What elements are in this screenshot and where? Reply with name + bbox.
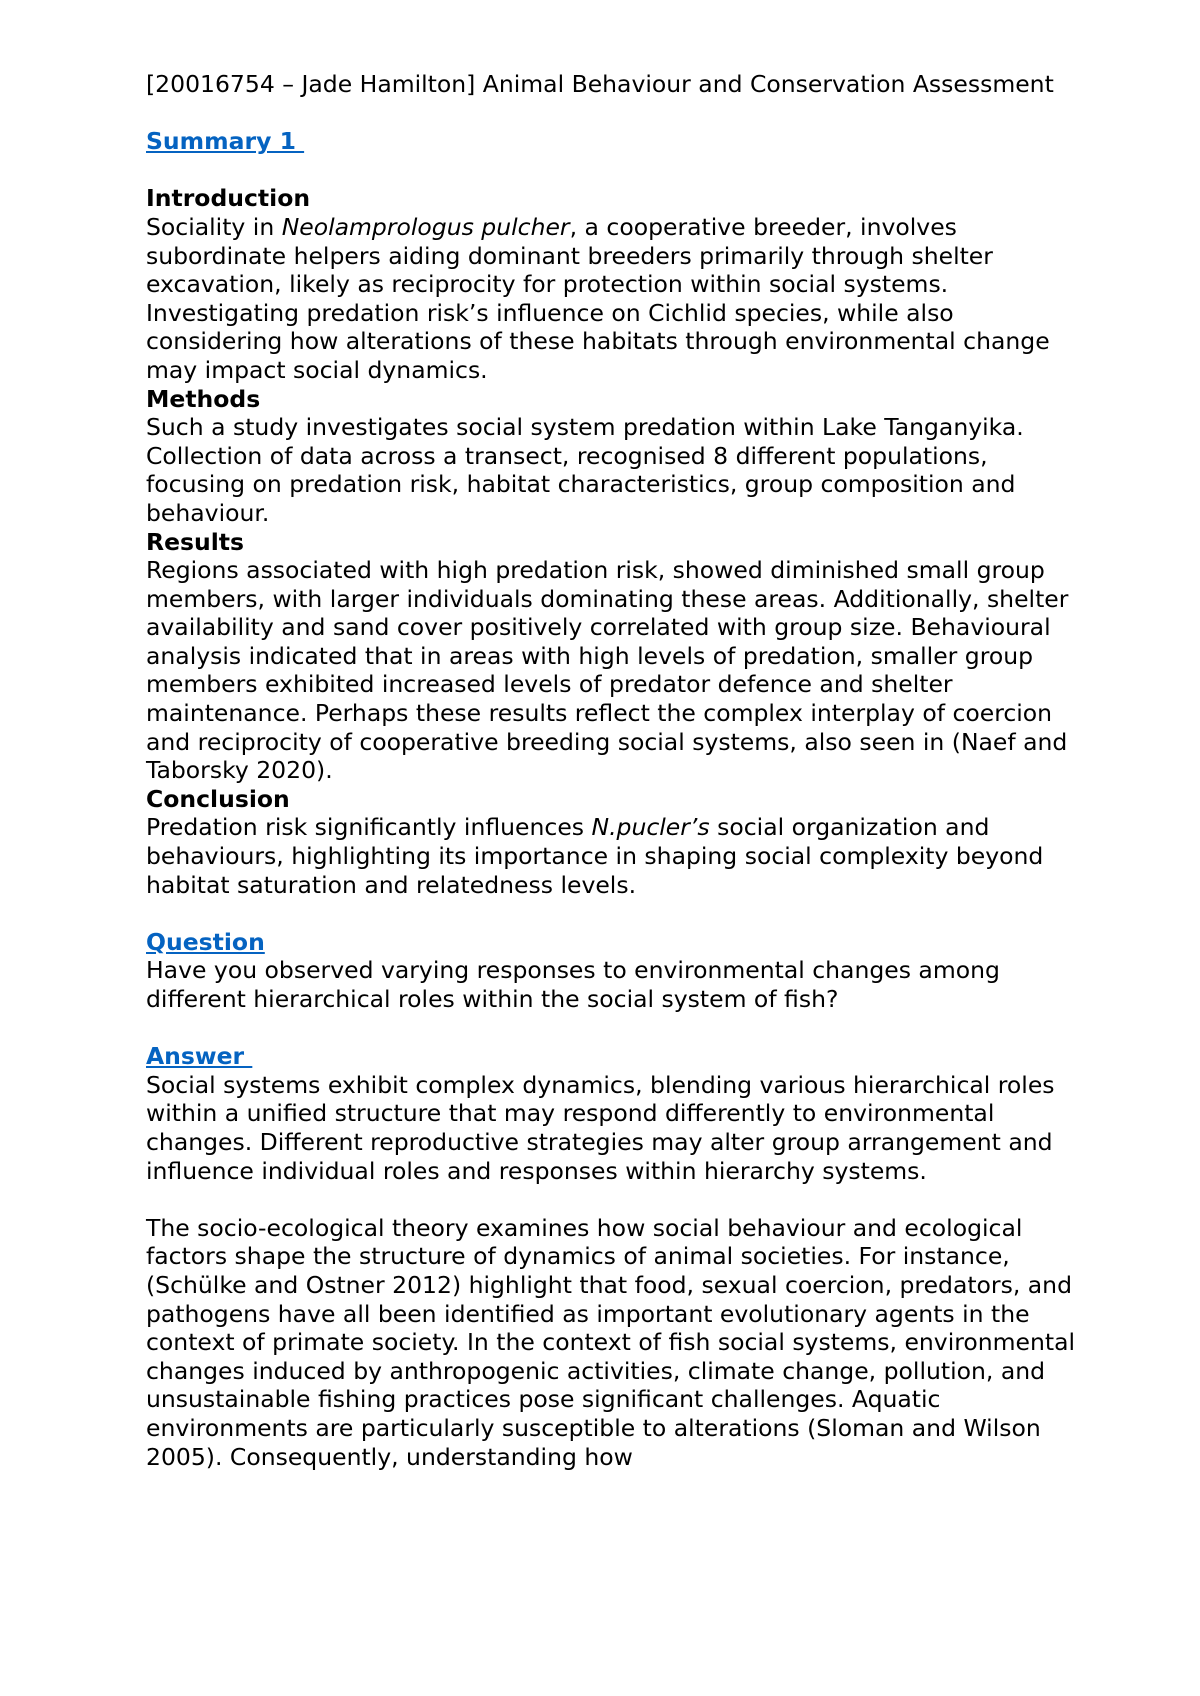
question-heading-link[interactable]: Question — [146, 927, 265, 956]
introduction-heading: Introduction — [146, 184, 311, 213]
spacer — [146, 1185, 1076, 1214]
answer-heading-link[interactable]: Answer — [146, 1042, 253, 1071]
conclusion-paragraph — [146, 813, 1076, 899]
conclusion-heading: Conclusion — [146, 784, 290, 813]
summary-heading[interactable] — [146, 127, 1076, 156]
answer-paragraph-1: Social systems exhibit complex dynamics, blending various hierarchical roles within a unified structure that may respond differently to environmental changes. Different reproductive strategies may alter group arrangement and influence individual roles and responses within hierarchy systems. — [146, 1070, 1055, 1185]
conclusion-text-before: Predation risk significantly influences — [146, 813, 592, 842]
introduction-text-before: Sociality in — [146, 212, 282, 241]
introduction-species-name: Neolamprologus pulcher — [281, 212, 570, 241]
conclusion-species-name: N.pucler’s — [591, 813, 710, 842]
introduction-text-after: , a cooperative breeder, involves subordinate helpers aiding dominant breeders primarily through shelter excavation, likely as reciprocity for protection within social systems. Investigating predation risk’s influence on Cichlid species, while also considering how alterations of these habitats through environmental change may impact social dynamics. — [146, 212, 1050, 384]
spacer — [146, 899, 1076, 928]
methods-paragraph: Such a study investigates social system predation within Lake Tanganyika. Collection of data across a transect, recognised 8 different populations, focusing on predation risk, habitat characteristics, group composition and behaviour. — [146, 413, 1024, 527]
conclusion-text-after: social organization and behaviours, highlighting its importance in shaping social complexity beyond habitat saturation and relatedness levels. — [146, 813, 1044, 899]
summary-heading-link[interactable]: Summary 1 — [146, 127, 305, 156]
question-paragraph: Have you observed varying responses to environmental changes among different hierarchical roles within the social system of fish? — [146, 956, 1000, 1013]
results-heading: Results — [146, 527, 245, 556]
document-page — [146, 70, 1076, 1471]
spacer — [146, 1014, 1076, 1043]
spacer — [146, 99, 1076, 128]
answer-paragraph-2: The socio-ecological theory examines how social behaviour and ecological factors shape the structure of dynamics of animal societies. For instance, (Schülke and Ostner 2012) highlight that food, sexual coercion, predators, and pathogens have all been identified as important evolutionary agents in the context of primate society. In the context of fish social systems, environmental changes induced by anthropogenic activities, climate change, pollution, and unsustainable fishing practices pose significant challenges. Aquatic environments are particularly susceptible to alterations (Sloman and Wilson 2005). Consequently, understanding how — [146, 1213, 1076, 1471]
methods-heading: Methods — [146, 384, 261, 413]
answer-heading[interactable] — [146, 1042, 1076, 1071]
spacer — [146, 156, 1076, 185]
question-heading[interactable] — [146, 928, 1076, 957]
introduction-paragraph — [146, 213, 1076, 385]
results-paragraph: Regions associated with high predation risk, showed diminished small group members, with larger individuals dominating these areas. Additionally, shelter availability and sand cover positively correlated with group size. Behavioural analysis indicated that in areas with high levels of predation, smaller group members exhibited increased levels of predator defence and shelter maintenance. Perhaps these results reflect the complex interplay of coercion and reciprocity of cooperative breeding social systems, also seen in (Naef and Taborsky 2020). — [146, 556, 1069, 785]
document-header: [20016754 – Jade Hamilton] Animal Behaviour and Conservation Assessment — [146, 70, 1054, 98]
